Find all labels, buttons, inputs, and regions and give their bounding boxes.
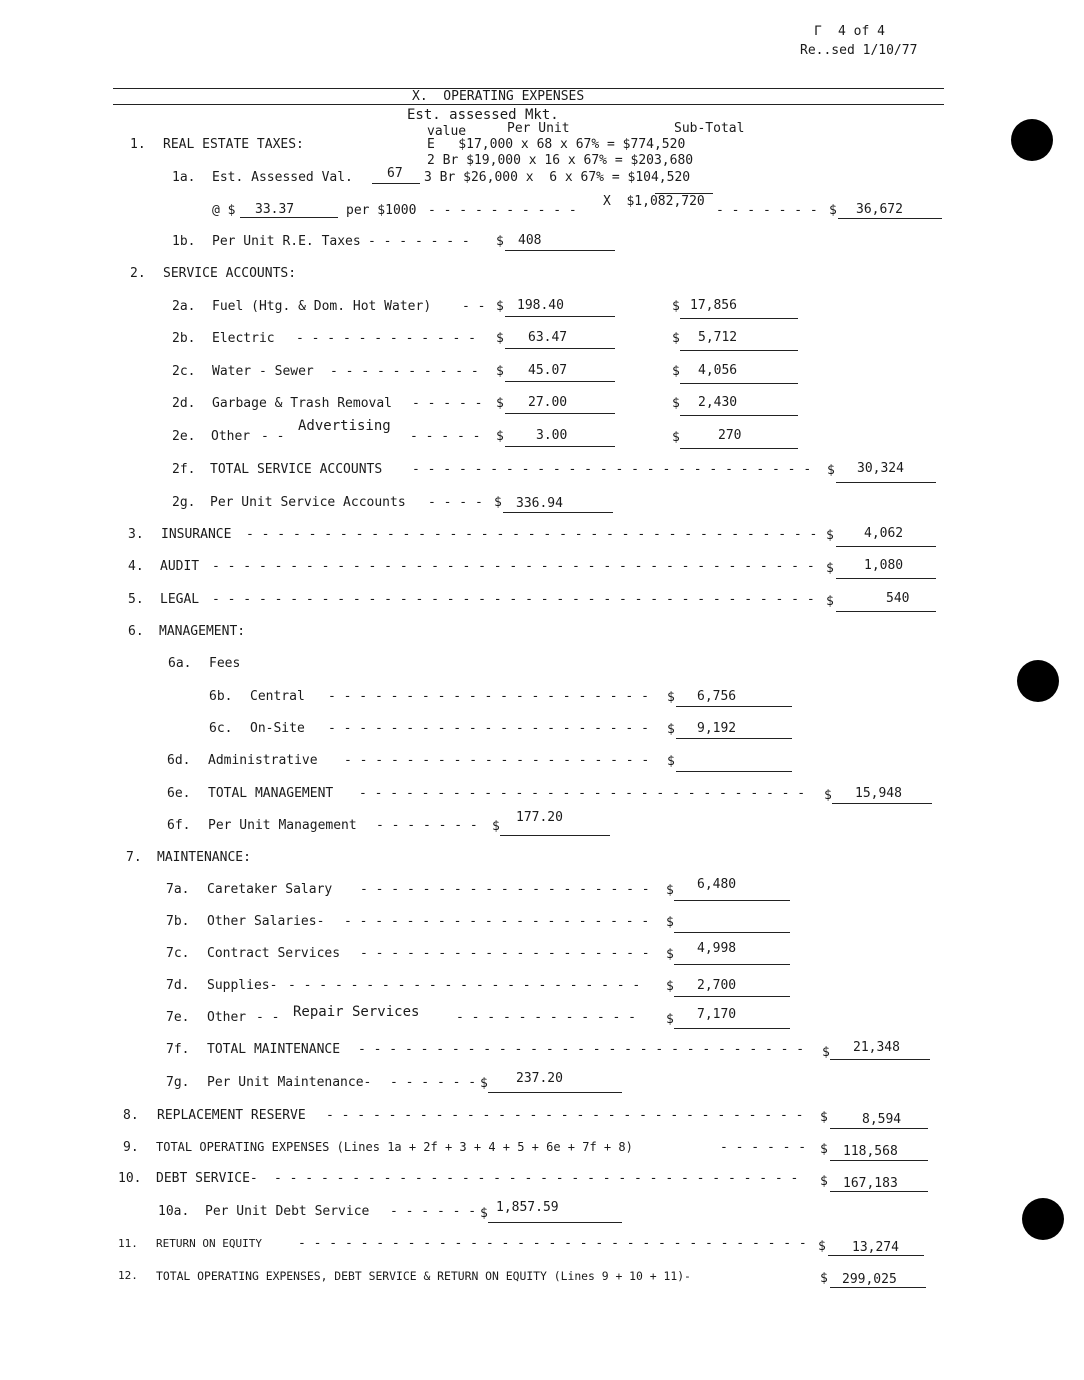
line-number: 1b. bbox=[172, 234, 196, 249]
underline bbox=[503, 512, 613, 513]
line-number: 3. bbox=[128, 527, 144, 542]
line-label: Other Salaries- bbox=[207, 914, 325, 929]
leader-dots: - - - - - - bbox=[390, 1204, 477, 1219]
underline bbox=[488, 1092, 622, 1093]
underline bbox=[832, 803, 932, 804]
bottom-rule bbox=[113, 104, 944, 105]
maintenance-value: 4,998 bbox=[697, 941, 737, 956]
underline bbox=[488, 1222, 622, 1223]
dollar-sign: $ bbox=[672, 364, 680, 379]
line-total: 15,948 bbox=[855, 786, 902, 801]
per-unit-value: 45.07 bbox=[528, 363, 568, 378]
dollar-sign: $ bbox=[667, 690, 675, 705]
re-calc-row: 2 Br $19,000 x 16 x 67% = $203,680 bbox=[427, 153, 694, 168]
line-number: 7g. bbox=[166, 1075, 190, 1090]
assessed-percent: 67 bbox=[387, 166, 403, 181]
line-label: TOTAL SERVICE ACCOUNTS bbox=[210, 462, 383, 477]
line-label: Per Unit R.E. Taxes bbox=[212, 234, 361, 249]
assessed-total: X $1,082,720 bbox=[603, 194, 705, 209]
leader-dots: - - - - - - - - - - - - - - - - - - - - bbox=[344, 753, 650, 768]
line-number: 7. bbox=[126, 850, 142, 865]
dollar-sign: $ bbox=[496, 331, 504, 346]
line-label: TOTAL MAINTENANCE bbox=[207, 1042, 341, 1057]
line-number: 6. bbox=[128, 624, 144, 639]
management-value: 9,192 bbox=[697, 721, 737, 736]
per-unit-value: 1,857.59 bbox=[496, 1200, 559, 1215]
line-total: 299,025 bbox=[842, 1272, 897, 1287]
line-total: 30,324 bbox=[857, 461, 904, 476]
line-number: 5. bbox=[128, 592, 144, 607]
line-number: 1a. bbox=[172, 170, 196, 185]
underline bbox=[830, 1128, 928, 1129]
line-number: 7a. bbox=[166, 882, 190, 897]
maintenance-value: 2,700 bbox=[697, 978, 737, 993]
line-number: 2f. bbox=[172, 462, 196, 477]
line-number: 8. bbox=[123, 1108, 139, 1123]
underline bbox=[836, 482, 936, 483]
dollar-sign: $ bbox=[666, 1012, 674, 1027]
line-total: 4,062 bbox=[864, 526, 904, 541]
dollar-sign: $ bbox=[667, 754, 675, 769]
underline bbox=[674, 996, 790, 997]
dollar-sign: $ bbox=[826, 594, 834, 609]
rate-prefix: @ $ bbox=[212, 203, 236, 218]
overline bbox=[655, 193, 713, 194]
line-number: 4. bbox=[128, 559, 144, 574]
per-unit-value: 336.94 bbox=[516, 496, 563, 511]
line-label: Per Unit Debt Service bbox=[205, 1204, 370, 1219]
underline bbox=[680, 448, 798, 449]
line-number: 6a. bbox=[168, 656, 192, 671]
sub-total-value: 270 bbox=[718, 428, 742, 443]
line-number: 2g. bbox=[172, 495, 196, 510]
line-label: Contract Services bbox=[207, 946, 341, 961]
dollar-sign: $ bbox=[829, 203, 837, 218]
line-number: 10. bbox=[118, 1171, 142, 1186]
leader-dots: - - - - - - - - - - - - - - - - - - - - - bbox=[328, 721, 649, 736]
section-title: X. OPERATING EXPENSES bbox=[412, 89, 585, 104]
leader-dots: - - - - - - - - - - - - - - - - - - - - - - - - - - - - - bbox=[358, 1042, 805, 1057]
leader-dots: - - - - - - - - - - - - - - - - - - - - - bbox=[328, 689, 649, 704]
line-number: 2d. bbox=[172, 396, 196, 411]
line-label: Garbage & Trash Removal bbox=[212, 396, 393, 411]
underline bbox=[674, 1028, 790, 1029]
line-label: On-Site bbox=[250, 721, 305, 736]
dollar-sign: $ bbox=[826, 561, 834, 576]
dollar-sign: $ bbox=[672, 430, 680, 445]
underline bbox=[676, 738, 792, 739]
line-label: Supplies- bbox=[207, 978, 278, 993]
line-total: 118,568 bbox=[843, 1144, 898, 1159]
line-number: 2b. bbox=[172, 331, 196, 346]
punch-hole bbox=[1011, 119, 1053, 161]
leader-dots: - - - - - - - - - - - - - - - - - - - - - - - bbox=[288, 978, 641, 993]
line-total: 1,080 bbox=[864, 558, 904, 573]
line-label: Other bbox=[211, 429, 251, 444]
underline bbox=[505, 381, 615, 382]
leader-dots: - - - - - - - - - - - - bbox=[456, 1010, 637, 1025]
line-label: AUDIT bbox=[160, 559, 200, 574]
line-number: 6b. bbox=[209, 689, 233, 704]
leader-dots: - - - - - - - - - - bbox=[330, 364, 479, 379]
line-number: 6d. bbox=[167, 753, 191, 768]
value-header: value bbox=[427, 124, 467, 139]
re-calc-row: E $17,000 x 68 x 67% = $774,520 bbox=[427, 137, 686, 152]
other-description: Advertising bbox=[298, 418, 391, 434]
per-unit-value: 63.47 bbox=[528, 330, 568, 345]
leader-dots: - - bbox=[256, 1010, 280, 1025]
leader-dots: - - - - bbox=[428, 495, 483, 510]
leader-dots: - - - - - - - - - - - - - - - - - - - - - - - - - - - - - - - - - - - - - bbox=[246, 527, 818, 542]
line-label: TOTAL OPERATING EXPENSES, DEBT SERVICE & RETURN ON EQUITY (Lines 9 + 10 + 11)- bbox=[156, 1269, 691, 1283]
line-label: Administrative bbox=[208, 753, 318, 768]
line-number: 7e. bbox=[166, 1010, 190, 1025]
dollar-sign: $ bbox=[494, 495, 502, 510]
line-number: 11. bbox=[118, 1237, 138, 1250]
per-unit-header: Per Unit bbox=[507, 121, 570, 136]
line-label: Other bbox=[207, 1010, 247, 1025]
dollar-sign: $ bbox=[666, 947, 674, 962]
sub-total-value: 17,856 bbox=[690, 298, 737, 313]
underline bbox=[372, 183, 420, 184]
line-label: Fuel (Htg. & Dom. Hot Water) bbox=[212, 299, 432, 314]
underline bbox=[505, 316, 615, 317]
underline bbox=[680, 350, 798, 351]
dollar-sign: $ bbox=[824, 788, 832, 803]
underline bbox=[680, 383, 798, 384]
dollar-sign: $ bbox=[672, 396, 680, 411]
underline bbox=[674, 900, 790, 901]
punch-hole bbox=[1022, 1198, 1064, 1240]
line-total: 36,672 bbox=[856, 202, 903, 217]
leader-dots: - - - - - - - - - - - - - - - - - - - - - - - - - - - - - - - - - - bbox=[274, 1171, 799, 1186]
underline bbox=[836, 611, 936, 612]
line-total: 21,348 bbox=[853, 1040, 900, 1055]
underline bbox=[836, 578, 936, 579]
underline bbox=[505, 250, 615, 251]
dollar-sign: $ bbox=[480, 1076, 488, 1091]
line-label: INSURANCE bbox=[161, 527, 232, 542]
punch-hole bbox=[1017, 660, 1059, 702]
line-label: REPLACEMENT RESERVE bbox=[157, 1108, 306, 1123]
line-total: 167,183 bbox=[843, 1176, 898, 1191]
leader-dots: - - - - - - - - - - - - - - - - - - - - - - - - - - - - - - - bbox=[326, 1108, 804, 1123]
per-unit-value: 408 bbox=[518, 233, 542, 248]
leader-dots: - - - - - bbox=[410, 429, 481, 444]
leader-dots: - - - - - - - - - - - - - - - - - - - - - - - - - - - - - bbox=[359, 786, 806, 801]
dollar-sign: $ bbox=[826, 528, 834, 543]
line-label: Est. Assessed Val. bbox=[212, 170, 353, 185]
dollar-sign: $ bbox=[820, 1271, 828, 1286]
leader-dots: - - - - - - - - - - - - - - - - - - - bbox=[360, 882, 650, 897]
line-number: 7f. bbox=[166, 1042, 190, 1057]
dollar-sign: $ bbox=[496, 364, 504, 379]
leader-dots: - - - - - - - - - - - - bbox=[296, 331, 477, 346]
line-label: Caretaker Salary bbox=[207, 882, 333, 897]
dollar-sign: $ bbox=[820, 1174, 828, 1189]
dollar-sign: $ bbox=[822, 1045, 830, 1060]
leader-dots: - - - - - - bbox=[720, 1140, 807, 1155]
underline bbox=[680, 415, 798, 416]
underline bbox=[676, 771, 792, 772]
underline bbox=[500, 835, 610, 836]
underline bbox=[680, 318, 798, 319]
per-unit-value: 27.00 bbox=[528, 395, 568, 410]
underline bbox=[838, 218, 942, 219]
underline bbox=[828, 1255, 924, 1256]
sub-total-value: 5,712 bbox=[698, 330, 738, 345]
line-number: 10a. bbox=[158, 1204, 190, 1219]
underline bbox=[674, 964, 790, 965]
page-number: 4 of 4 bbox=[838, 24, 885, 39]
leader-dots: - - - - - - bbox=[390, 1075, 477, 1090]
line-total: 8,594 bbox=[862, 1112, 902, 1127]
leader-dots: - - bbox=[261, 429, 285, 444]
line-number: 2a. bbox=[172, 299, 196, 314]
rate-suffix: per $1000 bbox=[346, 203, 417, 218]
line-total: 13,274 bbox=[852, 1240, 899, 1255]
re-calc-row: 3 Br $26,000 x 6 x 67% = $104,520 bbox=[424, 170, 691, 185]
line-label: MAINTENANCE: bbox=[157, 850, 251, 865]
dollar-sign: $ bbox=[496, 396, 504, 411]
line-number: 7b. bbox=[166, 914, 190, 929]
underline bbox=[505, 348, 615, 349]
line-number: 12. bbox=[118, 1269, 138, 1282]
line-number: 9. bbox=[123, 1140, 139, 1155]
leader-dots: - - - - - - - bbox=[368, 234, 470, 249]
maintenance-value: 6,480 bbox=[697, 877, 737, 892]
leader-dots: - - - - - - - - - - - - - - - - - - - - - - - - - - - - - - - - - - - - - - - bbox=[212, 559, 815, 574]
underline bbox=[674, 932, 790, 933]
line-total: 540 bbox=[886, 591, 910, 606]
dollar-sign: $ bbox=[480, 1206, 488, 1221]
leader-dots: - - - - - - - bbox=[716, 203, 818, 218]
line-label: LEGAL bbox=[160, 592, 200, 607]
leader-dots: - - - - - - - bbox=[376, 818, 478, 833]
underline bbox=[836, 546, 936, 547]
underline bbox=[240, 217, 338, 218]
management-value: 6,756 bbox=[697, 689, 737, 704]
line-label: Per Unit Maintenance- bbox=[207, 1075, 372, 1090]
corner-mark: Γ bbox=[814, 24, 822, 39]
other-description: Repair Services bbox=[293, 1004, 420, 1020]
dollar-sign: $ bbox=[496, 234, 504, 249]
tax-rate: 33.37 bbox=[255, 202, 295, 217]
line-number: 6e. bbox=[167, 786, 191, 801]
leader-dots: - - bbox=[462, 299, 486, 314]
leader-dots: - - - - - - - - - - - - - - - - - - - - - - - - - - - - - - - - - - - - - - - bbox=[212, 592, 815, 607]
dollar-sign: $ bbox=[672, 331, 680, 346]
dollar-sign: $ bbox=[666, 883, 674, 898]
underline bbox=[505, 413, 615, 414]
line-label: DEBT SERVICE- bbox=[156, 1171, 258, 1186]
leader-dots: - - - - - - - - - - - - - - - - - - - - - - - - - - - - - - - - - bbox=[298, 1236, 807, 1251]
leader-dots: - - - - - - - - - - - - - - - - - - - - bbox=[344, 914, 650, 929]
sub-total-value: 4,056 bbox=[698, 363, 738, 378]
line-label: Central bbox=[250, 689, 305, 704]
line-label: Per Unit Service Accounts bbox=[210, 495, 406, 510]
underline bbox=[830, 1191, 928, 1192]
line-label: REAL ESTATE TAXES: bbox=[163, 137, 304, 152]
line-label: SERVICE ACCOUNTS: bbox=[163, 266, 297, 281]
dollar-sign: $ bbox=[666, 915, 674, 930]
line-label: Per Unit Management bbox=[208, 818, 357, 833]
line-number: 2e. bbox=[172, 429, 196, 444]
line-label: TOTAL MANAGEMENT bbox=[208, 786, 334, 801]
per-unit-value: 177.20 bbox=[516, 810, 563, 825]
line-number: 7d. bbox=[166, 978, 190, 993]
per-unit-value: 3.00 bbox=[536, 428, 568, 443]
dollar-sign: $ bbox=[496, 299, 504, 314]
dollar-sign: $ bbox=[672, 299, 680, 314]
underline bbox=[830, 1287, 926, 1288]
line-label: Water - Sewer bbox=[212, 364, 314, 379]
dollar-sign: $ bbox=[827, 463, 835, 478]
dollar-sign: $ bbox=[492, 819, 500, 834]
underline bbox=[676, 706, 792, 707]
per-unit-value: 237.20 bbox=[516, 1071, 563, 1086]
line-label: Electric bbox=[212, 331, 275, 346]
line-label: MANAGEMENT: bbox=[159, 624, 246, 639]
line-number: 1. bbox=[130, 137, 146, 152]
leader-dots: - - - - - - - - - - bbox=[428, 203, 577, 218]
dollar-sign: $ bbox=[667, 722, 675, 737]
line-number: 2. bbox=[130, 266, 146, 281]
leader-dots: - - - - - bbox=[412, 396, 483, 411]
sub-total-header: Sub-Total bbox=[674, 121, 745, 136]
dollar-sign: $ bbox=[818, 1239, 826, 1254]
est-assessed-header: Est. assessed Mkt. bbox=[407, 107, 559, 123]
line-number: 2c. bbox=[172, 364, 196, 379]
dollar-sign: $ bbox=[496, 429, 504, 444]
maintenance-value: 7,170 bbox=[697, 1007, 737, 1022]
sub-total-value: 2,430 bbox=[698, 395, 738, 410]
underline bbox=[830, 1160, 928, 1161]
leader-dots: - - - - - - - - - - - - - - - - - - - - - - - - - - bbox=[412, 462, 812, 477]
dollar-sign: $ bbox=[666, 979, 674, 994]
underline bbox=[505, 446, 615, 447]
line-number: 6f. bbox=[167, 818, 191, 833]
revised-date: Re..sed 1/10/77 bbox=[800, 43, 918, 58]
leader-dots: - - - - - - - - - - - - - - - - - - - bbox=[360, 946, 650, 961]
line-label: TOTAL OPERATING EXPENSES (Lines 1a + 2f + 3 + 4 + 5 + 6e + 7f + 8) bbox=[156, 1140, 633, 1154]
dollar-sign: $ bbox=[820, 1110, 828, 1125]
line-number: 7c. bbox=[166, 946, 190, 961]
underline bbox=[830, 1059, 930, 1060]
line-label: Fees bbox=[209, 656, 241, 671]
dollar-sign: $ bbox=[820, 1142, 828, 1157]
line-number: 6c. bbox=[209, 721, 233, 736]
line-label: RETURN ON EQUITY bbox=[156, 1237, 262, 1250]
per-unit-value: 198.40 bbox=[517, 298, 564, 313]
